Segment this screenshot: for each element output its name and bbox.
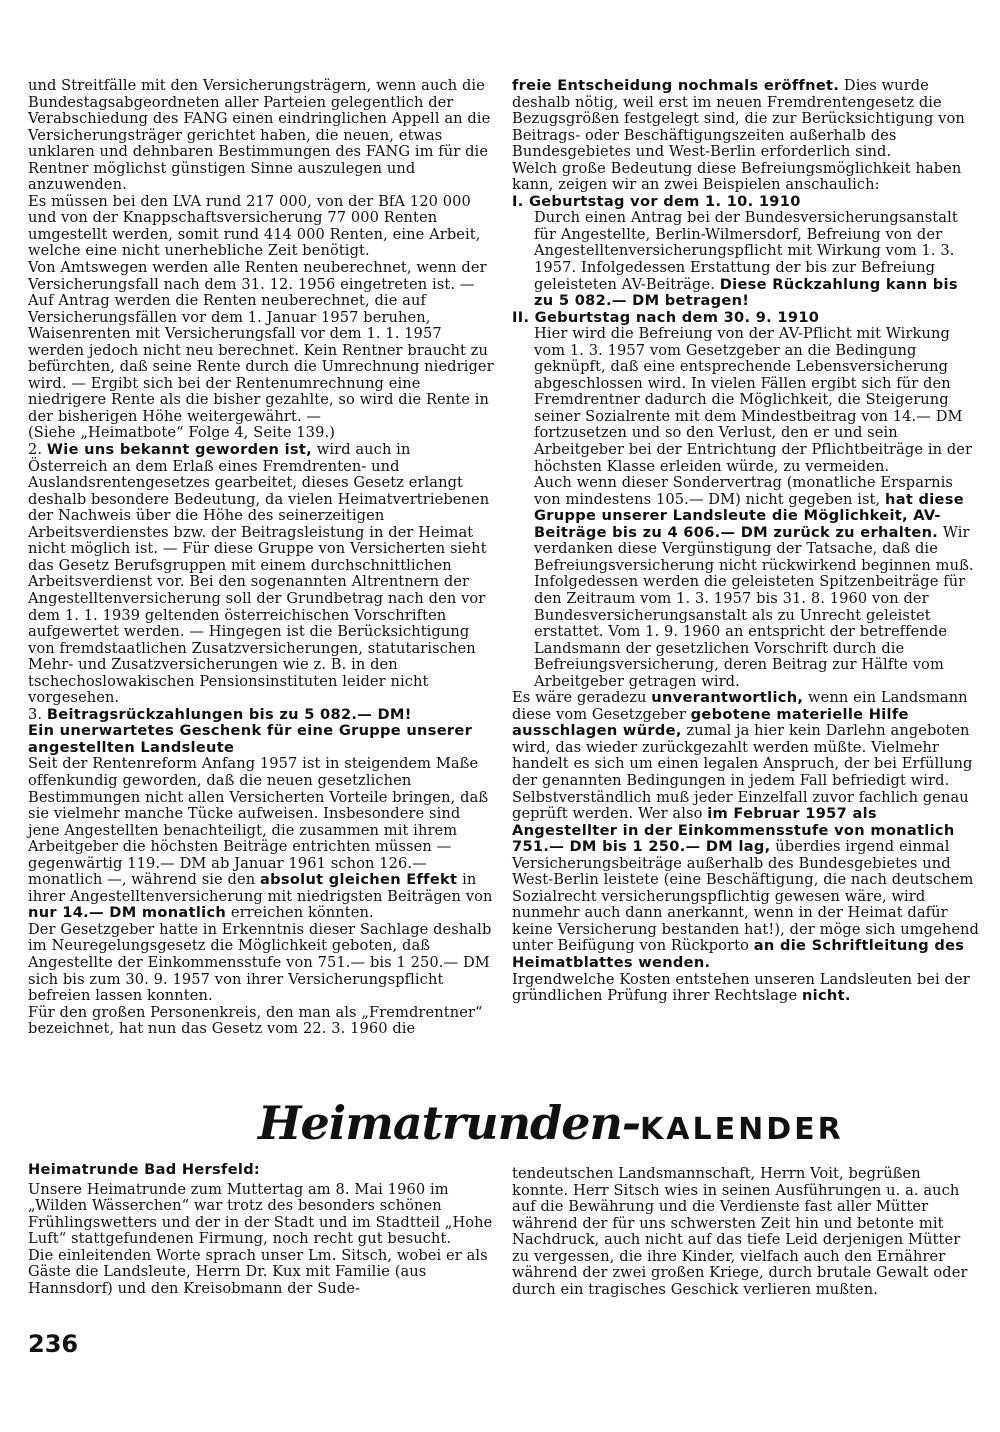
- page-number: 236: [28, 1330, 79, 1358]
- kalender-title-caps: KALENDER: [640, 1112, 844, 1147]
- paragraph: Es müssen bei den LVA rund 217 000, von der BfA 120 000 und von der Knappschaftsversicherung 77 000 Renten umgestellt werden, somit rund 414 000 Renten, eine Arbeit, welche eine nicht unerhebliche Zeit benötigt.: [28, 192, 486, 260]
- item-number: 2.: [28, 441, 47, 459]
- paragraph: [512, 210, 980, 309]
- paragraph-text: zumal ja hier kein Darlehn angeboten wird, das wieder zurückgezahlt werden müßte. Vielmehr handelt es sich um einen legalen Anspruch, der bei Erfüllung der genannten Bedingungen in jedem Fall befriedigt wird.: [512, 722, 978, 789]
- paragraph-text: Auch wenn dieser Sondervertrag (monatliche Ersparnis von mindestens 105.— DM) nicht gegeben ist,: [534, 474, 958, 508]
- paragraph-text: Durch einen Antrag bei der Bundesversicherungsanstalt für Angestellte, Berlin-Wilmersdorf, Befreiung von der Angestelltenversicherungspflicht mit Wirkung vom 1. 3. 1957. Infolgedessen Erstattung der bis zur Befreiung geleisteten AV-Beiträge.: [534, 209, 963, 293]
- paragraph: [28, 755, 498, 922]
- example-heading: II. Geburtstag nach dem 30. 9. 1910: [512, 308, 820, 326]
- paragraph-text: erreichen könnten.: [226, 904, 374, 922]
- paragraph: [512, 788, 984, 972]
- paragraph: [512, 78, 980, 161]
- section-heading: [28, 707, 494, 724]
- kalender-title-script: Heimatrunden-: [258, 1096, 641, 1150]
- bold-phrase: nur 14.— DM monatlich: [28, 904, 227, 922]
- bold-phrase: unverantwortlich,: [651, 689, 804, 707]
- paragraph: tendeutschen Landsmannschaft, Herrn Voit, begrüßen konnte. Herr Sitsch wies in seinen Ausführungen u. a. auch auf die Bewährung und die Verdienste fast aller Mütter während der für uns schwersten Zeit hin und betonte mit Nachdruck, auch nicht auf das tiefe Leid derjenigen Mütter zu vergessen, die ihre Kinder, vielfach auch den Ernährer während der zwei großen Kriege, durch brutale Gewalt oder durch ein tragisches Geschick verlieren mußten.: [512, 1165, 973, 1298]
- bold-phrase: absolut gleichen Effekt: [259, 871, 458, 889]
- paragraph: Hier wird die Befreiung von der AV-Pflicht mit Wirkung vom 1. 3. 1957 vom Gesetzgeber an die Bedingung geknüpft, daß eine entsprechende Lebensversicherung abgeschlossen wird. In vielen Fällen ergibt sich für den Fremdrentner dadurch die Möglichkeit, die Steigerung seiner Sozialrente mit dem Mindestbeitrag von 14.— DM fortzusetzen und so den Verlust, den er und sein Arbeitgeber bei der Entrichtung der Pflichtbeiträge in der höchsten Klasse erleiden würde, zu vermeiden.: [534, 325, 977, 475]
- bold-phrase: im Februar 1957 als Angestellter in der Einkommensstufe von monatlich 751.— DM bis 1 250.— DM lag,: [512, 805, 960, 856]
- left-text-column: [28, 77, 499, 1038]
- bold-phrase: hat diese Gruppe unserer Landsleute die Möglichkeit, AV-Beiträge bis zu 4 606.— DM zurück zu erhalten.: [534, 490, 970, 541]
- paragraph-text: Wir verdanken diese Vergünstigung der Tatsache, daß die Befreiungsversicherung nicht rückwirkend beginnen muß. Infolgedessen werden die geleisteten Spitzenbeiträge für den Zeitraum vom 1. 3. 1957 bis 31. 8. 1960 von der Bundesversicherungsanstalt als zu Unrecht geleistet erstattet. Vom 1. 9. 1960 an entspricht der betreffende Landsmann der gesetzlichen Vorschrift durch die Befreiungsversicherung, deren Beitrag zur Hälfte vom Arbeitgeber getragen wird.: [534, 523, 979, 690]
- paragraph: [28, 442, 494, 707]
- paragraph: und Streitfälle mit den Versicherungsträgern, wenn auch die Bundestagsabgeordneten aller Parteien gelegentlich der Verabschiedung des FANG einen eindringlichen Appell an die Versicherungsträger gerichtet haben, die neuen, etwas unklaren und dehnbaren Bestimmungen des FANG im für die Rentner möglichst günstigen Sinne auszulegen und anzuwenden.: [28, 77, 496, 194]
- kalender-left-column: [28, 1161, 498, 1297]
- paragraph: (Siehe „Heimatbote“ Folge 4, Seite 139.): [28, 424, 335, 442]
- section-subheading: Ein unerwartetes Geschenk für eine Gruppe unserer angestellten Landsleute: [28, 722, 478, 756]
- paragraph-text: Es wäre geradezu: [512, 689, 652, 707]
- kalender-right-column: [512, 1166, 980, 1298]
- paragraph-text: überdies irgend einmal Versicherungsbeiträge außerhalb des Bundesgebietes und West-Berlin leistete (eine Beschäftigung, die nach deutschem Sozialrecht versicherungspflichtig gewesen wäre, wird nunmehr auch dann anerkannt, wenn in der Heimat dafür keine Versicherung bestanden hat!), der möge sich umgehend unter Beifügung von Rückporto: [512, 838, 984, 955]
- bold-phrase: nicht.: [801, 987, 851, 1005]
- paragraph-text: Selbstverständlich muß jeder Einzelfall zuvor fachlich genau geprüft werden. Wer also: [512, 788, 974, 823]
- bold-phrase: Wie uns bekannt geworden ist,: [46, 441, 313, 459]
- paragraph: Unsere Heimatrunde zum Muttertag am 8. Mai 1960 im „Wilden Wässerchen“ war trotz des besonders schönen Frühlingswetters und der in der Stadt und im Stadtteil „Hohe Luft“ stattgefundenen Firmung, noch recht gut besucht.: [28, 1180, 498, 1248]
- heading-text: Beitragsrückzahlungen bis zu 5 082.— DM!: [46, 705, 412, 723]
- paragraph-text: Irgendwelche Kosten entstehen unseren Landsleuten bei der gründlichen Prüfung ihrer Rechtslage: [512, 970, 975, 1005]
- section-title: Heimatrunde Bad Hersfeld:: [28, 1161, 261, 1178]
- bold-phrase: an die Schriftleitung des Heimatblattes wenden.: [512, 937, 970, 971]
- paragraph-text: wird auch in Österreich an dem Erlaß eines Fremdrenten- und Auslandsrentengesetzes gearbeitet, dieses Gesetz erlangt deshalb besondere Bedeutung, da vielen Heimatvertriebenen der Nachweis über die Höhe des seinerzeitigen Arbeitsverdienstes bzw. der Beitragsleistung in der Heimat nicht möglich ist. — Für diese Gruppe von Versicherten sieht das Gesetz Berufsgruppen mit einem durchschnittlichen Arbeitsverdienst vor. Bei den sogenannten Altrentnern der Angestelltenversicherung soll der Grundbetrag nach den vor dem 1. 1. 1939 geltenden österreichischen Vorschriften aufgewertet werden. — Hingegen ist die Berücksichtigung von fremdstaatlichen Zusatzversicherungen, statutarischen Mehr- und Zusatzversicherungen wie z. B. in den tschechoslowakischen Pensionsinstituten leider nicht vorgesehen.: [28, 441, 494, 707]
- paragraph-text: wenn ein Landsmann diese vom Gesetzgeber: [512, 689, 973, 723]
- paragraph: Die einleitenden Worte sprach unser Lm. Sitsch, wobei er als Gäste die Landsleute, Herrn Dr. Kux mit Familie (aus Hannsdorf) und den Kreisobmann der Sude-: [28, 1246, 493, 1297]
- paragraph: Welch große Bedeutung diese Befreiungsmöglichkeit haben kann, zeigen wir an zwei Beispielen anschaulich:: [512, 159, 967, 194]
- example-heading: I. Geburtstag vor dem 1. 10. 1910: [512, 192, 801, 210]
- bold-phrase: gebotene materielle Hilfe ausschlagen würde,: [512, 705, 915, 740]
- paragraph: [512, 972, 980, 1005]
- kalender-title: [258, 1096, 844, 1160]
- item-number: 3.: [28, 705, 47, 723]
- bold-phrase: Diese Rückzahlung kann bis zu 5 082.— DM betragen!: [534, 275, 964, 310]
- paragraph-text: Dies wurde deshalb nötig, weil erst im neuen Fremdrentengesetz die Bezugsgrößen festgelegt sind, die zur Berücksichtigung von Beitrags- oder Beschäftigungszeiten außerhalb des Bundesgebietes und West-Berlin erforderlich sind.: [512, 77, 970, 161]
- paragraph: [512, 690, 980, 789]
- paragraph: Von Amtswegen werden alle Renten neuberechnet, wenn der Versicherungsfall nach dem 31. 12. 1956 eingetreten ist. — Auf Antrag werden die Renten neuberechnet, die auf Versicherungsfällen vor dem 1. Januar 1957 beruhen, Waisenrenten mit Versicherungsfall vor dem 1. 1. 1957 werden jedoch nicht neu berechnet. Kein Rentner braucht zu befürchten, daß seine Rente durch die Umrechnung niedriger wird. — Ergibt sich bei der Rentenumrechnung eine niedrigere Rente als die bisher gezahlte, so wird die Rente in der bisherigen Höhe weitergewährt. —: [28, 259, 499, 425]
- paragraph: Der Gesetzgeber hatte in Erkenntnis dieser Sachlage deshalb im Neuregelungsgesetz die Möglichkeit geboten, daß Angestellte der Einkommensstufe von 751.— bis 1 250.— DM sich bis zum 30. 9. 1957 von ihrer Versicherungspflicht befreien lassen konnten.: [28, 920, 497, 1005]
- right-text-column: [512, 77, 984, 1005]
- paragraph-text: in ihrer Angestelltenversicherung mit niedrigsten Beiträgen von: [28, 871, 498, 905]
- paragraph: [512, 475, 980, 690]
- bold-phrase: freie Entscheidung nochmals eröffnet.: [512, 77, 840, 94]
- paragraph-text: Seit der Rentenreform Anfang 1957 ist in steigendem Maße offenkundig geworden, daß die neuen gesetzlichen Bestimmungen nicht allen Versicherten Vorteile bringen, daß sie vielmehr manche Tücke aufweisen. Insbesondere sind jene Angestellten benachteiligt, die zusammen mit ihrem Arbeitgeber die höchsten Beiträge entrichten müssen — gegenwärtig 119.— DM ab Januar 1961 schon 126.— monatlich —, während sie den: [28, 755, 493, 889]
- paragraph: Für den großen Personenkreis, den man als „Fremdrentner“ bezeichnet, hat nun das Gesetz vom 22. 3. 1960 die: [28, 1003, 488, 1038]
